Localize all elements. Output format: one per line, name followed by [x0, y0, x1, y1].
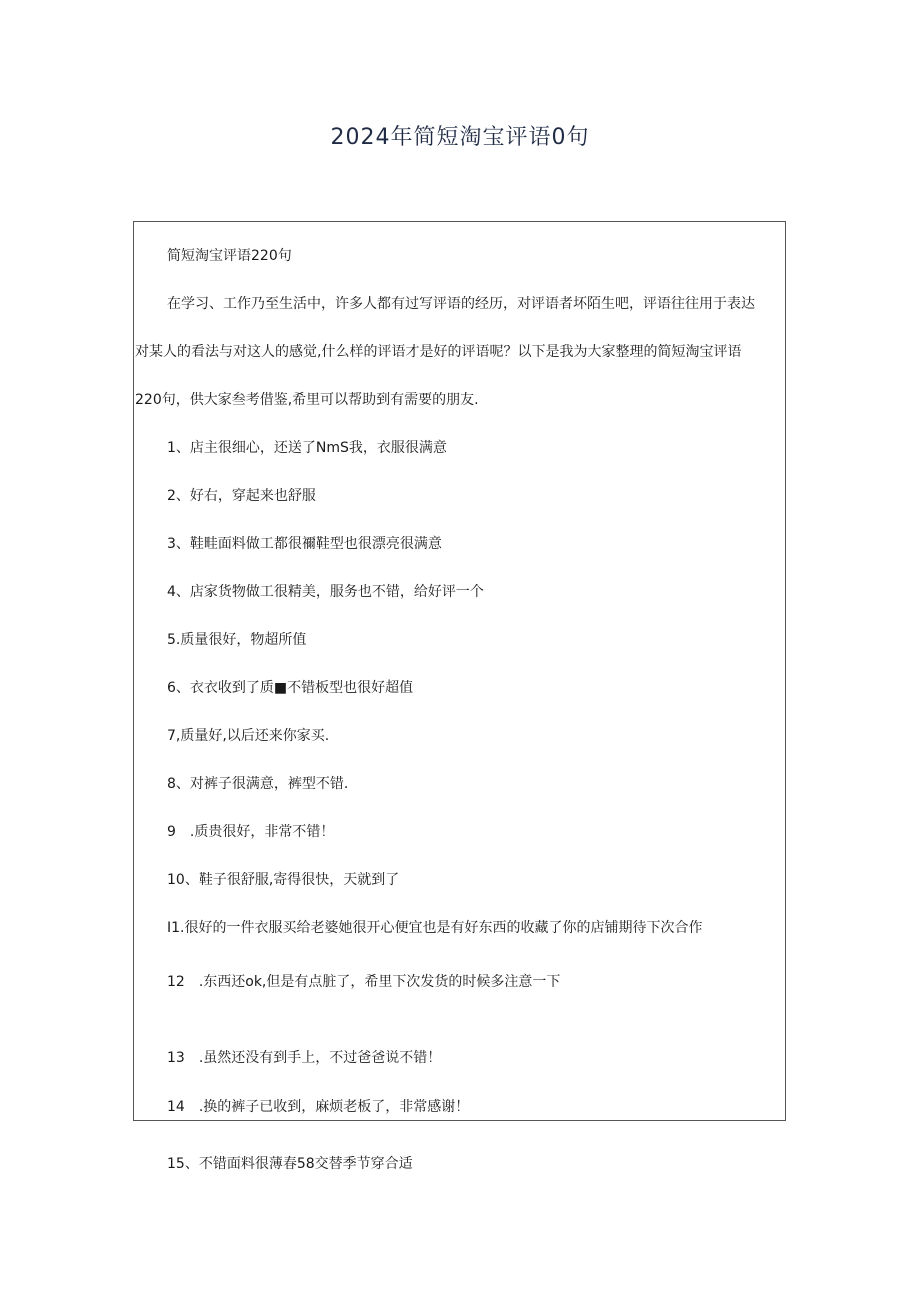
- list-item: I1.很好的一件衣服买给老婆她很开心便宜也是有好东西的收藏了你的店铺期待下次合作: [167, 920, 703, 936]
- list-item: 3、鞋畦面料做工都很禰鞋型也很漂亮很满意: [167, 536, 442, 552]
- list-item: 1、店主很细心，还送了NmS我，衣服很满意: [167, 440, 447, 456]
- list-item: 2、好右，穿起来也舒服: [167, 488, 316, 504]
- list-item: 13 .虽然还没有到手上，不过爸爸说不错！: [167, 1050, 442, 1066]
- list-item: 6、衣衣收到了质■不错板型也很好超值: [167, 680, 414, 696]
- content-heading: 简短淘宝评语220句: [167, 248, 292, 264]
- list-item: 14 .换的裤子已收到，麻烦老板了，非常感谢！: [167, 1099, 470, 1115]
- list-item: 10、鞋子很舒服,寄得很快，天就到了: [167, 872, 400, 888]
- list-item: 9 .质贵很好，非常不错！: [167, 824, 335, 840]
- list-item: 4、店家货物做工很精美，服务也不错，给好评一个: [167, 584, 484, 600]
- list-item: 5.质量很好，物超所值: [167, 632, 307, 648]
- intro-line: 220句，供大家叁考借鉴,希里可以帮助到有需要的朋友.: [135, 392, 479, 408]
- intro-line: 在学习、工作乃至生活中，许多人都有过写评语的经历，对评语者坏陌生吧，评语往往用于表达: [167, 296, 755, 312]
- intro-line: 对某人的看法与对这人的感觉,什么样的评语才是好的评语呢？以下是我为大家整理的简短淘宝评语: [135, 344, 742, 360]
- document-title: 2024年简短淘宝评语0句: [330, 125, 590, 150]
- list-item: 8、对裤子很满意，裤型不错.: [167, 776, 349, 792]
- list-item: 15、不错面料很薄春58交替季节穿合适: [167, 1156, 413, 1172]
- list-item: 7,质量好,以后还来你家买.: [167, 728, 330, 744]
- list-item: 12 .东西还ok,但是有点脏了，希里下次发货的时候多注意一下: [167, 974, 561, 990]
